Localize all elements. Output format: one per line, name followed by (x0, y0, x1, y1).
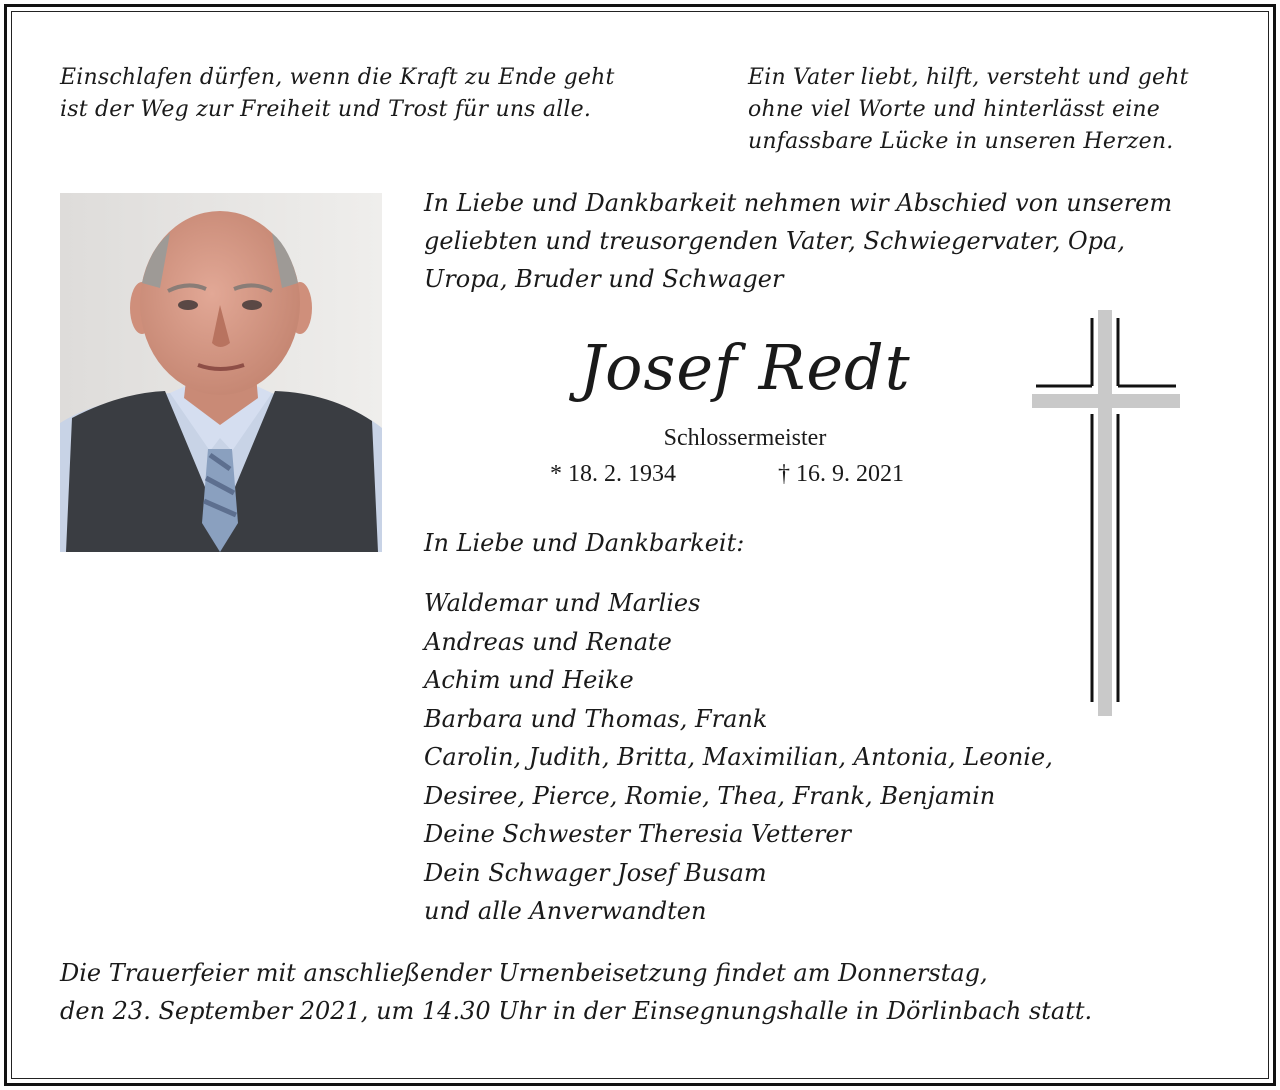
intro-line: geliebten und treusorgenden Vater, Schwiegervater, Opa, (424, 227, 1125, 255)
quote-right-line: unfassbare Lücke in unseren Herzen. (748, 129, 1174, 154)
portrait-illustration (60, 193, 382, 552)
deceased-profession: Schlossermeister (663, 425, 827, 451)
gratitude-heading: In Liebe und Dankbarkeit: (424, 529, 745, 557)
deceased-name: Josef Redt (579, 331, 911, 404)
list-item: Dein Schwager Josef Busam (424, 858, 767, 887)
list-item: Andreas und Renate (424, 627, 672, 656)
quote-left (60, 62, 700, 126)
mourners-list (424, 584, 1224, 931)
quote-right (748, 62, 1248, 158)
list-item: Deine Schwester Theresia Vetterer (424, 820, 852, 848)
intro-text (424, 184, 1244, 298)
quote-left-line: ist der Weg zur Freiheit und Trost für uns alle. (60, 97, 592, 122)
list-item: Waldemar und Marlies (424, 589, 701, 617)
intro-line: Uropa, Bruder und Schwager (424, 265, 784, 293)
birth-date: * 18. 2. 1934 (550, 461, 676, 487)
funeral-line: den 23. September 2021, um 14.30 Uhr in der Einsegnungshalle in Dörlinbach statt. (60, 997, 1093, 1025)
funeral-notice (60, 954, 1240, 1030)
funeral-line: Die Trauerfeier mit anschließender Urnenbeisetzung findet am Donnerstag, (60, 959, 988, 987)
death-date: † 16. 9. 2021 (778, 461, 904, 487)
portrait-photo (60, 193, 382, 552)
quote-right-line: Ein Vater liebt, hilft, versteht und geht (748, 65, 1189, 90)
quote-left-line: Einschlafen dürfen, wenn die Kraft zu Ende geht (60, 65, 615, 90)
list-item: Desiree, Pierce, Romie, Thea, Frank, Benjamin (424, 781, 996, 810)
list-item: Achim und Heike (424, 666, 634, 694)
quote-right-line: ohne viel Worte und hinterlässt eine (748, 97, 1161, 122)
list-item: Carolin, Judith, Britta, Maximilian, Antonia, Leonie, (424, 743, 1053, 771)
list-item: Barbara und Thomas, Frank (424, 704, 768, 733)
intro-line: In Liebe und Dankbarkeit nehmen wir Abschied von unserem (424, 189, 1173, 217)
list-item: und alle Anverwandten (424, 897, 707, 925)
